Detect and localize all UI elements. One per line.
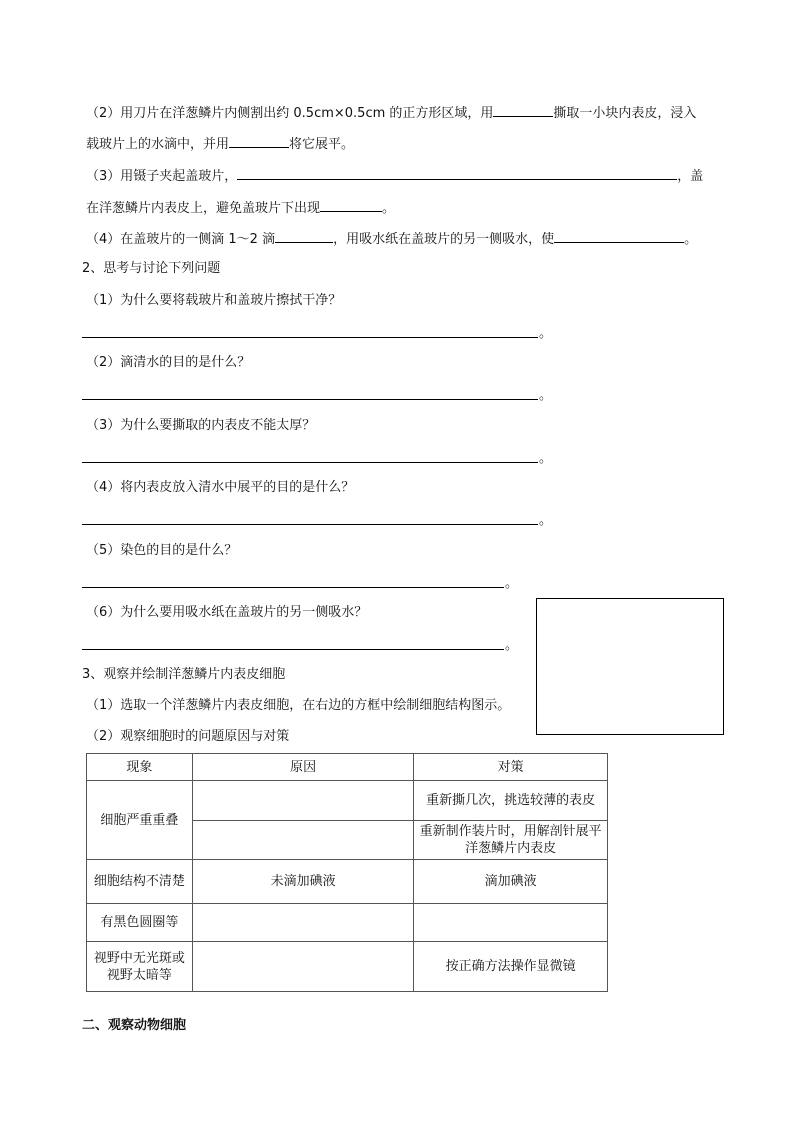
- answer-period-3: 。: [539, 451, 553, 466]
- step4-text3: 。: [684, 232, 698, 247]
- answer-line-1[interactable]: [82, 337, 538, 338]
- row2-cause: 未滴加碘液: [192, 860, 414, 904]
- step2-text2: 撕取一小块内表皮，浸入: [553, 106, 697, 121]
- row4-cause[interactable]: [192, 942, 414, 992]
- step2-text3: 载玻片上的水滴中，并用: [86, 137, 230, 152]
- row1-phenomenon: 细胞严重重叠: [87, 781, 193, 860]
- question-6: （6）为什么要用吸水纸在盖玻片的另一侧吸水？: [86, 605, 368, 620]
- step2-text1: （2）用刀片在洋葱鳞片内侧割出约 0.5cm×0.5cm 的正方形区域，用: [86, 106, 494, 121]
- step3-blank1[interactable]: [237, 165, 677, 180]
- step4-blank1[interactable]: [275, 228, 333, 243]
- table-row: [87, 942, 608, 992]
- step3-text4: 。: [382, 201, 396, 216]
- step4-line: [86, 228, 697, 250]
- row3-phenomenon: 有黑色圆圈等: [87, 904, 193, 942]
- step3-text1: （3）用镊子夹起盖玻片，: [86, 169, 238, 184]
- section3-item2: （2）观察细胞时的问题原因与对策: [86, 729, 290, 744]
- table-row: [87, 904, 608, 942]
- table-row: [87, 781, 608, 821]
- question-4: （4）将内表皮放入清水中展平的目的是什么？: [86, 480, 355, 495]
- section3-title: 3、观察并绘制洋葱鳞片内表皮细胞: [82, 667, 286, 682]
- answer-line-5[interactable]: [82, 587, 504, 588]
- section2-title: 2、思考与讨论下列问题: [82, 261, 221, 276]
- question-1: （1）为什么要将载玻片和盖玻片擦拭干净？: [86, 293, 342, 308]
- step2-text4: 将它展平。: [289, 137, 355, 152]
- header-cause: 原因: [192, 754, 414, 781]
- header-solution: 对策: [414, 754, 608, 781]
- step3-text2: ，盖: [677, 169, 704, 184]
- step2-line2: [86, 133, 354, 155]
- answer-line-6[interactable]: [82, 649, 504, 650]
- step4-text2: ，用吸水纸在盖玻片的另一侧吸水，使: [333, 232, 555, 247]
- row2-phenomenon: 细胞结构不清楚: [87, 860, 193, 904]
- row2-solution: 滴加碘液: [414, 860, 608, 904]
- answer-period-4: 。: [539, 513, 553, 528]
- answer-period-2: 。: [539, 388, 553, 403]
- row4-phenomenon: 视野中无光斑或视野太暗等: [87, 942, 193, 992]
- answer-period-5: 。: [505, 576, 519, 591]
- row1-cause-a[interactable]: [192, 781, 414, 821]
- section-next-title: 二、观察动物细胞: [82, 1018, 187, 1033]
- header-phenomenon: 现象: [87, 754, 193, 781]
- question-3: （3）为什么要撕取的内表皮不能太厚？: [86, 418, 316, 433]
- drawing-box[interactable]: [536, 598, 724, 735]
- row1-cause-b[interactable]: [192, 821, 414, 860]
- answer-line-4[interactable]: [82, 524, 538, 525]
- question-5: （5）染色的目的是什么？: [86, 543, 238, 558]
- step2-blank2[interactable]: [229, 133, 289, 148]
- question-2: （2）滴清水的目的是什么？: [86, 355, 251, 370]
- answer-period-1: 。: [539, 326, 553, 341]
- step2-blank1[interactable]: [493, 102, 553, 117]
- answer-line-3[interactable]: [82, 462, 538, 463]
- table-header-row: [87, 754, 608, 781]
- cause-solution-table: [86, 753, 608, 992]
- row1-solution-a: 重新撕几次，挑选较薄的表皮: [414, 781, 608, 821]
- section3-item1: （1）选取一个洋葱鳞片内表皮细胞，在右边的方框中绘制细胞结构图示。: [86, 698, 511, 713]
- step3-text3: 在洋葱鳞片内表皮上，避免盖玻片下出现: [86, 201, 321, 216]
- step4-text1: （4）在盖玻片的一侧滴 1～2 滴: [86, 232, 276, 247]
- step3-blank2[interactable]: [320, 197, 382, 212]
- row3-cause[interactable]: [192, 904, 414, 942]
- step2-line1: [86, 102, 696, 124]
- table-row: [87, 860, 608, 904]
- row3-solution[interactable]: [414, 904, 608, 942]
- step3-line1: [86, 165, 703, 187]
- step4-blank2[interactable]: [554, 228, 684, 243]
- row1-solution-b: 重新制作装片时，用解剖针展平洋葱鳞片内表皮: [414, 821, 608, 860]
- step3-line2: [86, 197, 395, 219]
- row4-solution: 按正确方法操作显微镜: [414, 942, 608, 992]
- answer-line-2[interactable]: [82, 399, 538, 400]
- answer-period-6: 。: [505, 638, 519, 653]
